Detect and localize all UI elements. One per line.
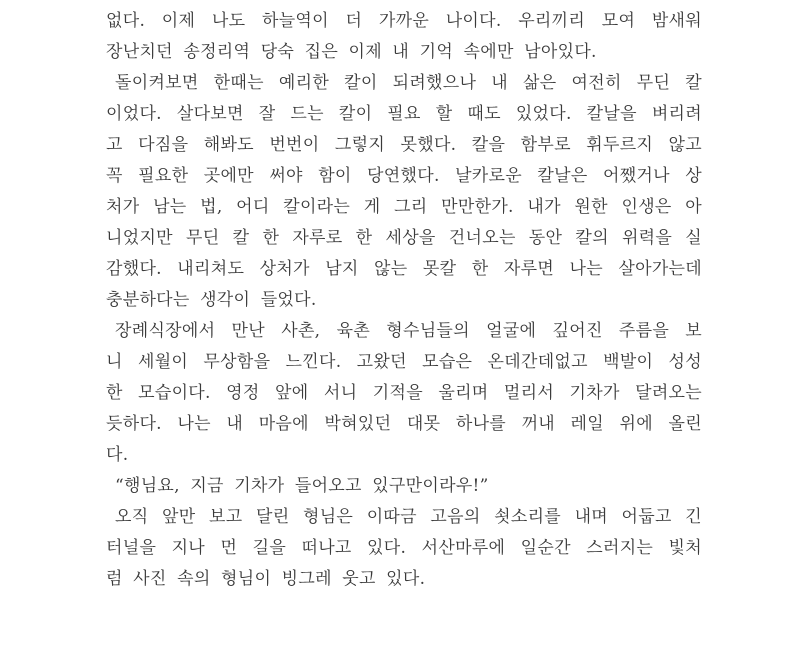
- text-line: 고 다짐을 해봐도 번번이 그렇지 못했다. 칼을 함부로 휘두르지 않고: [106, 135, 702, 155]
- text-line: 처가 남는 법, 어디 칼이라는 게 그리 만만한가. 내가 원한 인생은 아: [106, 197, 702, 217]
- text-line: 돌이켜보면 한때는 예리한 칼이 되려했으나 내 삶은 여전히 무딘 칼: [115, 73, 702, 93]
- text-line: 장난치던 송정리역 당숙 집은 이제 내 기억 속에만 남아있다.: [106, 42, 597, 62]
- text-line: 터널을 지나 먼 길을 떠나고 있다. 서산마루에 일순간 스러지는 빛처: [106, 538, 702, 558]
- text-line: 충분하다는 생각이 들었다.: [106, 290, 317, 310]
- text-line: 럼 사진 속의 형님이 빙그레 웃고 있다.: [106, 569, 426, 589]
- text-line: 오직 앞만 보고 달린 형님은 이따금 고음의 쇳소리를 내며 어둡고 긴: [115, 507, 702, 527]
- text-line: 니 세월이 무상함을 느낀다. 고왔던 모습은 온데간데없고 백발이 성성: [106, 352, 702, 372]
- text-line: “행님요, 지금 기차가 들어오고 있구만이라우!”: [115, 476, 489, 496]
- text-line: 장례식장에서 만난 사촌, 육촌 형수님들의 얼굴에 깊어진 주름을 보: [115, 321, 702, 341]
- text-line: 없다. 이제 나도 하늘역이 더 가까운 나이다. 우리끼리 모여 밤새워: [106, 11, 702, 31]
- text-block: [106, 6, 702, 595]
- text-line: 꼭 필요한 곳에만 써야 함이 당연했다. 날카로운 칼날은 어쨌거나 상: [106, 166, 702, 186]
- text-line: 니었지만 무딘 칼 한 자루로 한 세상을 건너오는 동안 칼의 위력을 실: [106, 228, 702, 248]
- text-line: 듯하다. 나는 내 마음에 박혀있던 대못 하나를 꺼내 레일 위에 올린: [106, 414, 702, 434]
- text-line: 한 모습이다. 영정 앞에 서니 기적을 울리며 멀리서 기차가 달려오는: [106, 383, 702, 403]
- text-line: 다.: [106, 445, 129, 465]
- text-line: 감했다. 내리쳐도 상처가 남지 않는 못칼 한 자루면 나는 살아가는데: [106, 259, 702, 279]
- text-line: 이었다. 살다보면 잘 드는 칼이 필요 할 때도 있었다. 칼날을 벼리려: [106, 104, 702, 124]
